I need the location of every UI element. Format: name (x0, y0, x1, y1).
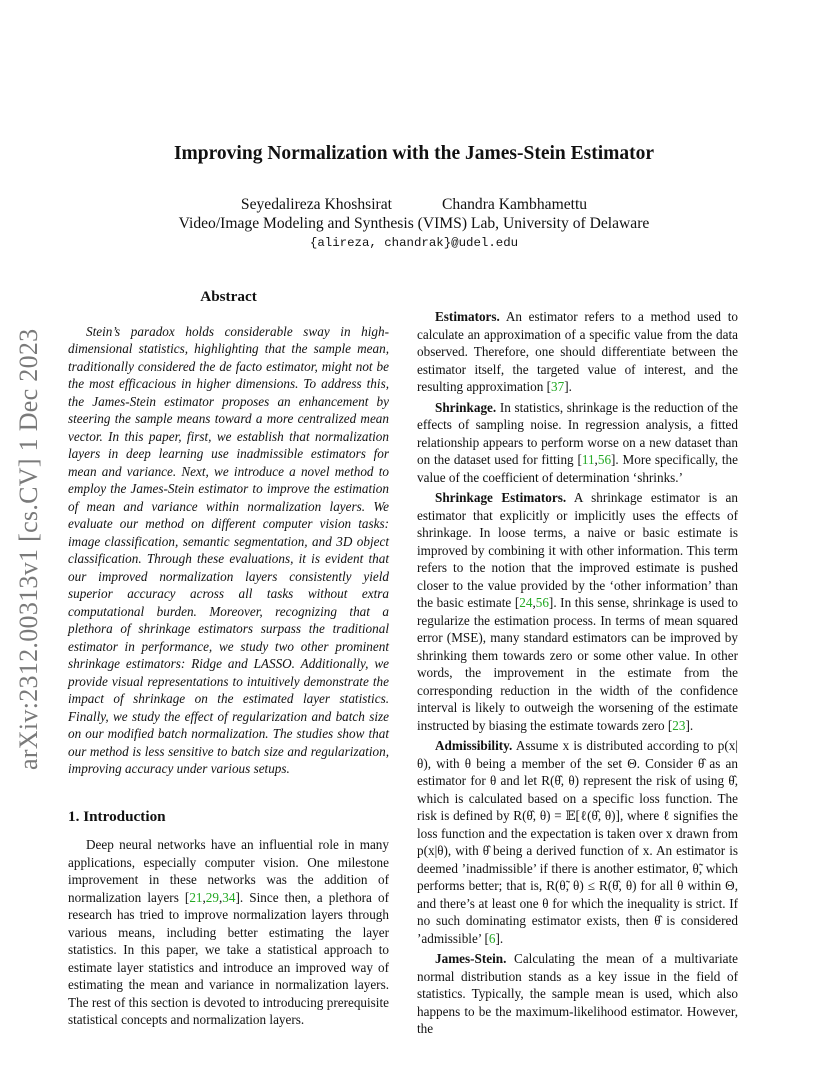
affiliation: Video/Image Modeling and Synthesis (VIMS) Lab, University of Delaware (178, 215, 650, 232)
abstract-text: Stein’s paradox holds considerable sway in high-dimensional statistics, highlighting that the sample mean, traditionally considered the de facto estimator, might not be the most efficacious in higher dimensions. To address this, the James-Stein estimator proposes an enhancement by steering the sample means toward a more centralized mean vector. In this paper, first, we establish that normalization layers in deep learning use inadmissible estimators for mean and variance. Next, we introduce a novel method to employ the James-Stein estimator to improve the estimation of mean and variance within normalization layers. We evaluate our method on different computer vision tasks: image classification, semantic segmentation, and 3D object classification. Through these evaluations, it is evident that our improved normalization layers consistently yield superior accuracy across all tasks without extra computational burden. Moreover, recognizing that a plethora of shrinkage estimators surpass the traditional estimator in performance, we study two other prominent shrinkage estimators: Ridge and LASSO. Additionally, we provide visual representations to intuitively demonstrate the impact of shrinkage on the estimated layer statistics. Finally, we study the effect of regularization and batch size on our modified batch normalization. The studies show that our method is less sensitive to batch size and regularization, improving accuracy under various setups. (68, 323, 389, 776)
citation-link[interactable]: 23 (672, 717, 686, 733)
citation-link[interactable]: 24 (519, 595, 533, 610)
run-in-heading: Estimators. (435, 309, 500, 324)
run-in-heading: Admissibility. (435, 738, 513, 753)
paragraph-admissibility: Admissibility. Assume x is distributed according to p(x|θ), with θ being a member of the set Θ. Consider θ̂ as an estimator for θ and let R(θ̂, θ) represent the risk of using θ̂, which is calculated based on a specific loss function. The risk is defined by R(θ̂, θ) = 𝔼[ℓ(θ̂, θ)], where ℓ signifies the loss function and the expectation is taken over x drawn from p(x|θ), with θ̂ being a derived function of x. An estimator is deemed ’inadmissible’ if there is another estimator, θ̃, which performs better; that is, R(θ̃, θ) ≤ R(θ̂, θ) for all θ within Θ, and there’s at least one θ for which the inequality is strict. If no such dominating estimator exists, then θ̂ is considered ’admissible’ [6]. (417, 738, 738, 946)
section-heading-introduction: 1. Introduction (68, 807, 166, 825)
left-column (68, 288, 389, 1029)
author-name: Seyedalireza Khoshsirat (240, 196, 393, 213)
author-list (0, 196, 828, 214)
right-column (417, 288, 738, 1038)
paragraph-shrinkage-estimators: Shrinkage Estimators. A shrinkage estimator is an estimator that explicitly or implicitly uses the effects of shrinkage. In loose terms, a naive or basic estimate is improved by combining it with other information. This term refers to the notion that the improved estimate is pushed closer to the value provided by the ‘other information’ than the basic estimate [24,56]. In this sense, shrinkage is used to regularize the estimation process. In terms of mean squared error (MSE), many standard estimators can be improved by shrinking them towards zero or some other value. In other words, the improvement in the estimate from the corresponding reduction in the width of the confidence interval is likely to outweigh the worsening of the estimate instructed by biasing the estimate towards zero [23]. (417, 490, 739, 733)
run-in-heading: James-Stein. (435, 951, 507, 966)
citation-link[interactable]: 11 (581, 452, 595, 467)
citation-link[interactable]: 56 (597, 452, 612, 467)
run-in-heading: Shrinkage Estimators. (435, 490, 567, 505)
paragraph-james-stein: James-Stein. Calculating the mean of a multivariate normal distribution stands as a key issue in the field of statistics. Typically, the sample mean is used, which also happens to be the maximum-likelihood estimator. However, the (417, 951, 738, 1036)
paper-title: Improving Normalization with the James-Stein Estimator (173, 143, 655, 164)
citation-link[interactable]: 6 (488, 930, 496, 946)
arxiv-watermark: arXiv:2312.00313v1 [cs.CV] 1 Dec 2023 (14, 328, 43, 770)
paragraph-shrinkage: Shrinkage. In statistics, shrinkage is the reduction of the effects of sampling noise. In regression analysis, a fitted relationship appears to perform worse on a new dataset than on the dataset used for fitting [11,56]. More specifically, the value of the coefficient of determination ‘shrinks.’ (417, 399, 739, 485)
run-in-heading: Shrinkage. (435, 399, 497, 415)
citation-link[interactable]: 56 (535, 595, 549, 610)
citation-link[interactable]: 29 (205, 889, 219, 905)
citation-link[interactable]: 34 (222, 889, 236, 905)
author-email: {alireza, chandrak}@udel.edu (309, 236, 519, 250)
paragraph-estimators: Estimators. An estimator refers to a method used to calculate an approximation of a specific value from the data observed. Therefore, one should differentiate between the estimator itself, the targeted value of interest, and the resulting approximation [37]. (417, 309, 738, 394)
citation-link[interactable]: 21 (189, 889, 203, 905)
intro-paragraph: Deep neural networks have an influential role in many applications, especially computer vision. One milestone improvement in these networks was the addition of normalization layers [21,29,34]. Since then, a plethora of research has tried to improve normalization layers through various means, including better estimating the layer statistics. In this paper, we take a statistical approach to estimate layer statistics and introduce an improved way of estimating the mean and variance in normalization layers. The rest of this section is devoted to introducing prerequisite statistical concepts and normalization layers. (68, 837, 389, 1027)
abstract-heading: Abstract (200, 288, 257, 305)
citation-link[interactable]: 37 (551, 379, 565, 394)
author-name: Chandra Kambhamettu (442, 196, 588, 213)
